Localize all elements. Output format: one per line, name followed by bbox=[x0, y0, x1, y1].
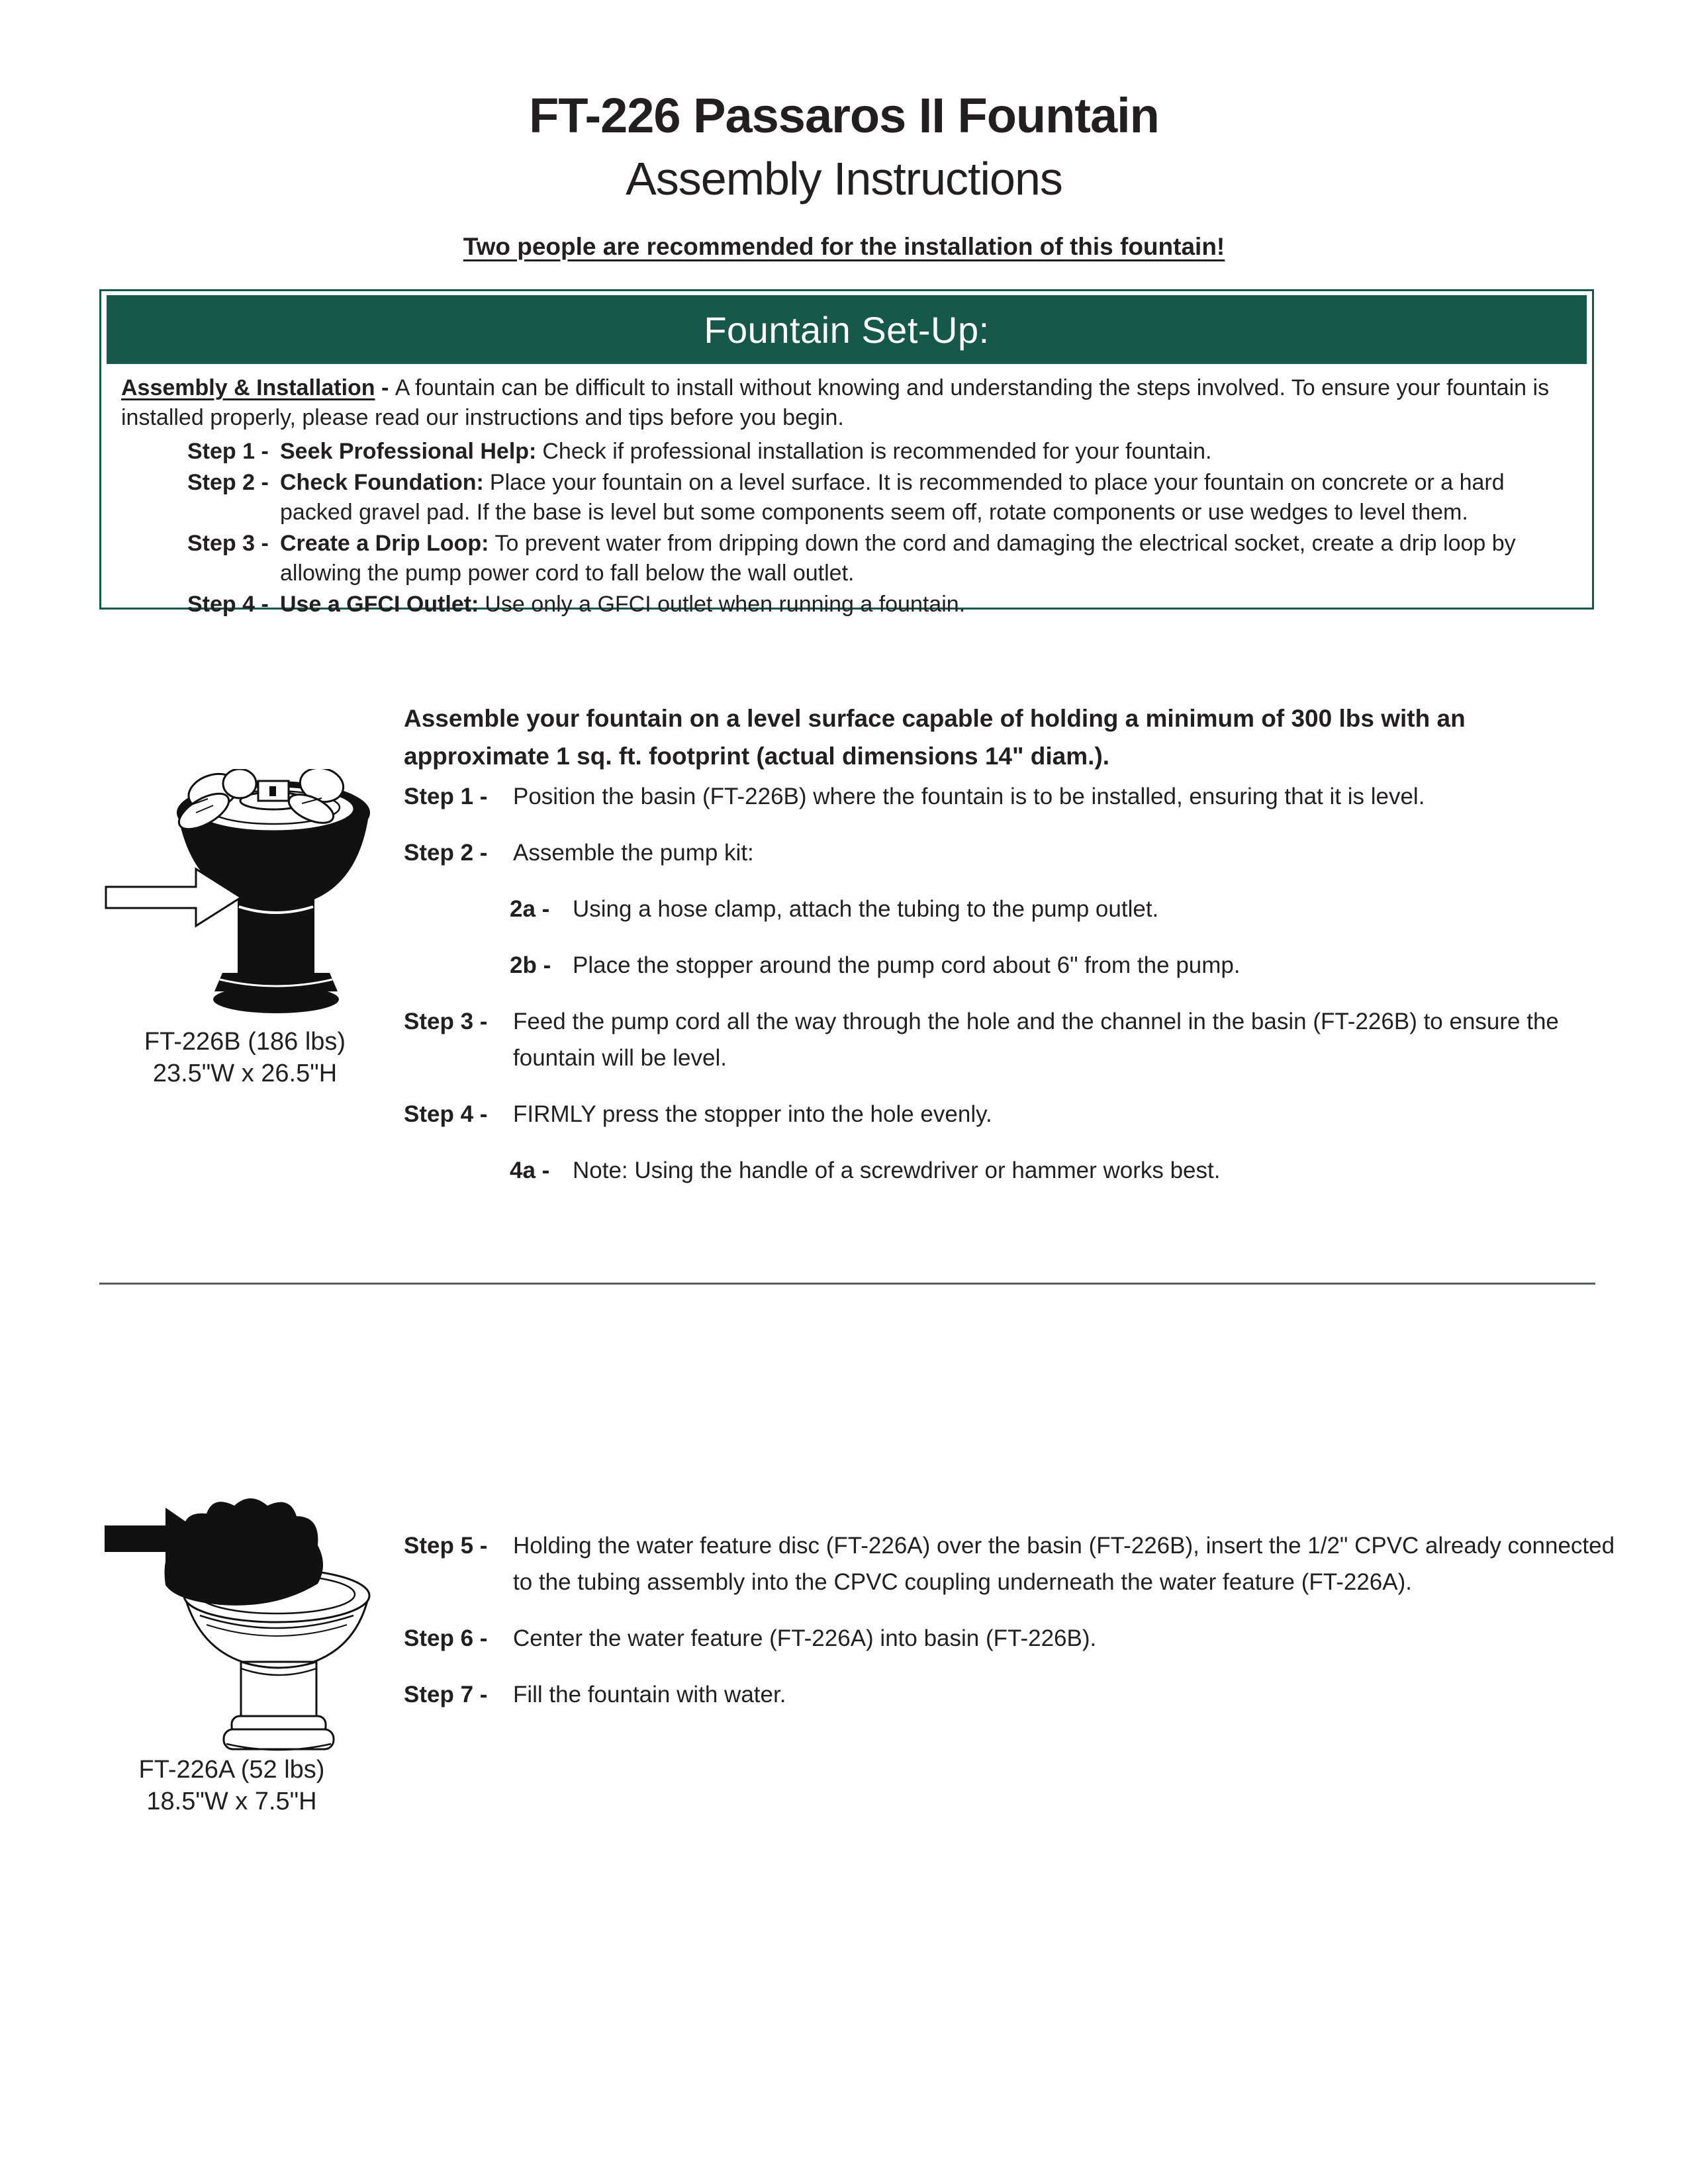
setup-intro-dash: - bbox=[375, 375, 395, 400]
step-text bbox=[280, 529, 1570, 588]
setup-step-4 bbox=[187, 590, 1570, 619]
step-label: Step 7 - bbox=[404, 1682, 488, 1707]
step-label: Step 4 - bbox=[404, 1101, 488, 1127]
step-3-row bbox=[404, 1003, 1635, 1076]
page-title: FT-226 Passaros II Fountain bbox=[529, 88, 1159, 143]
figure-ft226a bbox=[99, 1484, 377, 1752]
caption-model: FT-226A (52 lbs) bbox=[138, 1756, 325, 1784]
step-lead: Create a Drip Loop: bbox=[280, 531, 489, 556]
step-body: Place your fountain on a level surface. It is recommended to place your fountain on concrete or a hard packed gravel pad. If the base is level but some components seem off, rotate components or use wedges to level them. bbox=[280, 470, 1505, 525]
step-label: Step 4 - bbox=[187, 592, 269, 617]
page-subtitle: Assembly Instructions bbox=[626, 153, 1062, 205]
step-2a-row bbox=[404, 891, 1635, 927]
setup-intro-text: A fountain can be difficult to install without knowing and understanding the steps involved. To ensure your fountain is installed properly, please read our instructions and tips before you begin. bbox=[121, 375, 1550, 430]
step-label: Step 6 - bbox=[404, 1625, 488, 1651]
step-lead: Check Foundation: bbox=[280, 470, 484, 495]
caption-dimensions: 23.5"W x 26.5"H bbox=[152, 1060, 338, 1087]
caption-dimensions: 18.5"W x 7.5"H bbox=[146, 1788, 317, 1815]
step-label: 2b - bbox=[510, 952, 551, 978]
step-4a-row bbox=[404, 1152, 1635, 1189]
step-2b-row bbox=[404, 947, 1635, 983]
setup-step-3 bbox=[187, 529, 1570, 588]
setup-step-2 bbox=[187, 468, 1570, 527]
step-lead: Seek Professional Help: bbox=[280, 439, 537, 464]
step-text: Holding the water feature disc (FT-226A) over the basin (FT-226B), insert the 1/2" CPVC already connected to the tubing assembly into the CPVC coupling underneath the water feature (FT-226A). bbox=[513, 1533, 1615, 1595]
step-text: FIRMLY press the stopper into the hole evenly. bbox=[513, 1101, 992, 1127]
step-7-row bbox=[404, 1676, 1635, 1713]
step-2-row bbox=[404, 835, 1635, 871]
plinth-slot bbox=[269, 786, 276, 796]
step-4-row bbox=[404, 1096, 1635, 1132]
figure-caption-ft226a bbox=[103, 1754, 361, 1817]
step-text: Fill the fountain with water. bbox=[513, 1682, 786, 1707]
step-5-row bbox=[404, 1527, 1635, 1600]
setup-box bbox=[99, 289, 1594, 617]
step-text: Position the basin (FT-226B) where the fountain is to be installed, ensuring that it is level. bbox=[513, 784, 1425, 809]
step-label: Step 2 - bbox=[404, 840, 488, 866]
section-divider bbox=[99, 1283, 1595, 1285]
step-label: Step 3 - bbox=[404, 1009, 488, 1034]
step-label: Step 1 - bbox=[187, 439, 269, 464]
step-text: Feed the pump cord all the way through the hole and the channel in the basin (FT-226B) to ensure the fountain will be level. bbox=[513, 1009, 1559, 1071]
step-1-row bbox=[404, 778, 1635, 815]
step-text bbox=[280, 590, 1570, 619]
step-body: To prevent water from dripping down the cord and damaging the electrical socket, create a drip loop by allowing the pump power cord to fall below the wall outlet. bbox=[280, 531, 1516, 586]
setup-step-1 bbox=[187, 437, 1570, 467]
step-label: Step 3 - bbox=[187, 531, 269, 556]
assembly-steps-2 bbox=[404, 1527, 1635, 1733]
step-label: 4a - bbox=[510, 1158, 550, 1183]
step-label: 2a - bbox=[510, 896, 550, 922]
step-text: Center the water feature (FT-226A) into basin (FT-226B). bbox=[513, 1625, 1097, 1651]
step-lead: Use a GFCI Outlet: bbox=[280, 592, 479, 617]
step-label: Step 2 - bbox=[187, 470, 269, 495]
caption-model: FT-226B (186 lbs) bbox=[144, 1028, 346, 1056]
step-label: Step 5 - bbox=[404, 1533, 488, 1559]
setup-intro bbox=[121, 373, 1570, 433]
assembly-intro: Assemble your fountain on a level surface capable of holding a minimum of 300 lbs with an approximate 1 sq. ft. footprint (actual dimensions 14" diam.). bbox=[404, 705, 1466, 770]
step-text: Place the stopper around the pump cord about 6" from the pump. bbox=[573, 952, 1241, 978]
step-body: Use only a GFCI outlet when running a fountain. bbox=[485, 592, 966, 617]
step-text: Using a hose clamp, attach the tubing to the pump outlet. bbox=[573, 896, 1159, 922]
figure-ft226b bbox=[103, 769, 375, 1022]
figure-caption-ft226b bbox=[113, 1026, 377, 1089]
step-text: Note: Using the handle of a screwdriver or hammer works best. bbox=[573, 1158, 1221, 1183]
setup-intro-lead: Assembly & Installation bbox=[121, 375, 375, 400]
pedestal bbox=[241, 1662, 316, 1717]
base-lower bbox=[213, 985, 339, 1013]
step-6-row bbox=[404, 1620, 1635, 1657]
water-feature-illustration bbox=[99, 1484, 377, 1752]
setup-box-header: Fountain Set-Up: bbox=[107, 295, 1587, 364]
step-body: Check if professional installation is recommended for your fountain. bbox=[542, 439, 1212, 464]
assembly-steps-1 bbox=[404, 778, 1635, 1208]
step-text: Assemble the pump kit: bbox=[513, 840, 754, 866]
setup-box-body bbox=[101, 364, 1592, 619]
basin-illustration bbox=[103, 769, 375, 1022]
step-text bbox=[280, 468, 1570, 527]
step-label: Step 1 - bbox=[404, 784, 488, 809]
step-text bbox=[280, 437, 1570, 467]
warning-note: Two people are recommended for the installation of this fountain! bbox=[463, 233, 1225, 260]
